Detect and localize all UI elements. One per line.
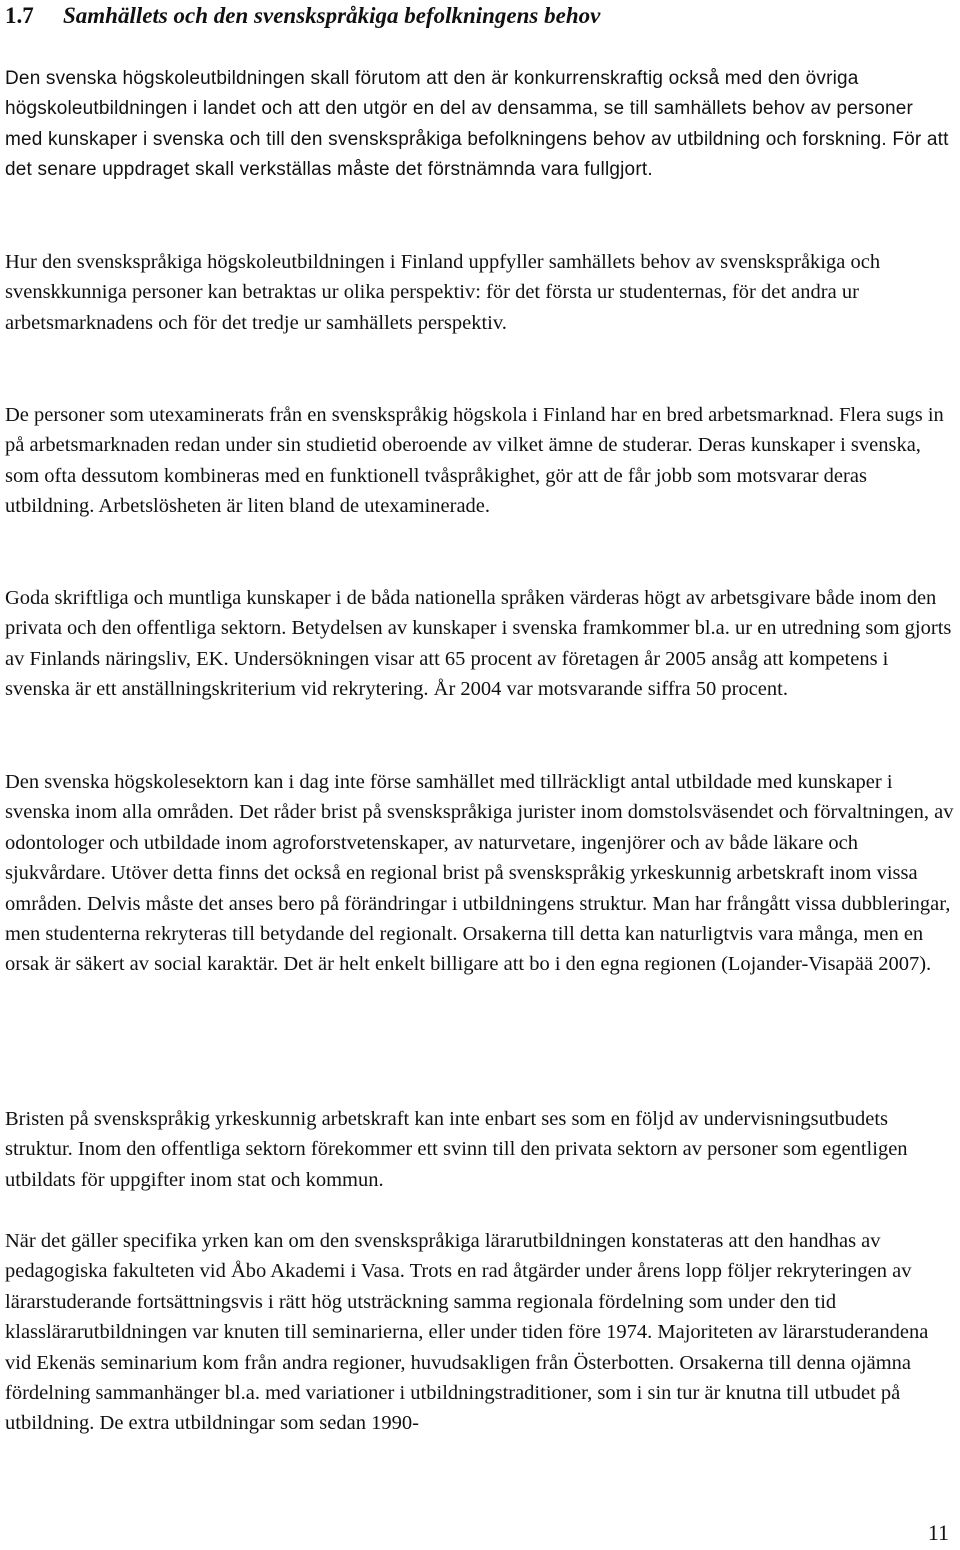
- paragraph-intro: Den svenska högskoleutbildningen skall förutom att den är konkurrenskraftig också med den övriga högskoleutbildningen i landet och att den utgör en del av densamma, se till samhällets behov av personer med kunskaper i svenska och till den svenskspråkiga befolkningens behov av utbildning och forskning. För att det senare uppdraget skall verkställas måste det förstnämnda vara fullgjort.: [5, 68, 949, 181]
- page-number: 11: [927, 1520, 949, 1545]
- section-number: 1.7: [5, 3, 34, 28]
- paragraph-employers: Goda skriftliga och muntliga kunskaper i de båda nationella språken värderas högt av arbetsgivare både inom den privata och den offentliga sektorn. Betydelsen av kunskaper i svenska framkommer bl.a. ur en utredning som gjorts av Finlands näringsliv, EK. Undersökningen visar att 65 procent av företagen år 2005 ansåg att kompetens i svenska är ett anställningskriterium vid rekrytering. År 2004 var motsvarande siffra 50 procent.: [5, 587, 952, 701]
- paragraph-shortage: Den svenska högskolesektorn kan i dag inte förse samhället med tillräckligt antal utbildade med kunskaper i svenska inom alla områden. Det råder brist på svenskspråkiga jurister inom domstolsväsendet och förvaltningen, av odontologer och utbildade inom agroforstvetenskaper, av naturvetare, ingenjörer och av både läkare och sjukvårdare. Utöver detta finns det också en regional brist på svenskspråkig yrkeskunnig arbetskraft inom vissa områden. Delvis måste det anses bero på förändringar i utbildningens struktur. Man har frångått vissa dubbleringar, men studenterna rekryteras till betydande del regionalt. Orsakerna till detta kan naturligtvis vara många, men en orsak är säkert av social karaktär. Det är helt enkelt billigare att bo i den egna regionen (Lojander-Visapää 2007).: [5, 771, 954, 976]
- paragraph-perspectives: Hur den svenskspråkiga högskoleutbildningen i Finland uppfyller samhällets behov av svenskspråkiga och svenskkunniga personer kan betraktas ur olika perspektiv: för det första ur studenternas, för det andra ur arbetsmarknadens och för det tredje ur samhällets perspektiv.: [5, 251, 881, 334]
- paragraph-workforce: Bristen på svenskspråkig yrkeskunnig arbetskraft kan inte enbart ses som en följd av undervisningsutbudets struktur. Inom den offentliga sektorn förekommer ett svinn till den privata sektorn av personer som egentligen utbildats för uppgifter inom stat och kommun.: [5, 1108, 908, 1191]
- paragraph-labor-market: De personer som utexaminerats från en svenskspråkig högskola i Finland har en bred arbetsmarknad. Flera sugs in på arbetsmarknaden redan under sin studietid oberoende av vilket ämne de studerar. Deras kunskaper i svenska, som ofta dessutom kombineras med en funktionell tvåspråkighet, gör att de får jobb som motsvarar deras utbildning. Arbetslösheten är liten bland de utexaminerade.: [5, 404, 944, 518]
- paragraph-teacher-education: När det gäller specifika yrken kan om den svenskspråkiga lärarutbildningen konstateras att den handhas av pedagogiska fakulteten vid Åbo Akademi i Vasa. Trots en rad åtgärder under årens lopp följer rekryteringen av lärarstuderande fortsättningsvis i rätt hög utsträckning samma regionala fördelning som under den tid klasslärarutbildningen var knuten till seminarierna, eller under tiden före 1974. Majoriteten av lärarstuderandena vid Ekenäs seminarium kom från andra regioner, huvudsakligen från Österbotten. Orsakerna till denna ojämna fördelning sammanhänger bl.a. med variationer i utbildningstraditioner, som i sin tur är knutna till utbudet på utbildning. De extra utbildningar som sedan 1990-: [5, 1230, 929, 1435]
- section-title: Samhällets och den svenskspråkiga befolkningens behov: [63, 3, 601, 28]
- section-heading: [5, 2, 955, 30]
